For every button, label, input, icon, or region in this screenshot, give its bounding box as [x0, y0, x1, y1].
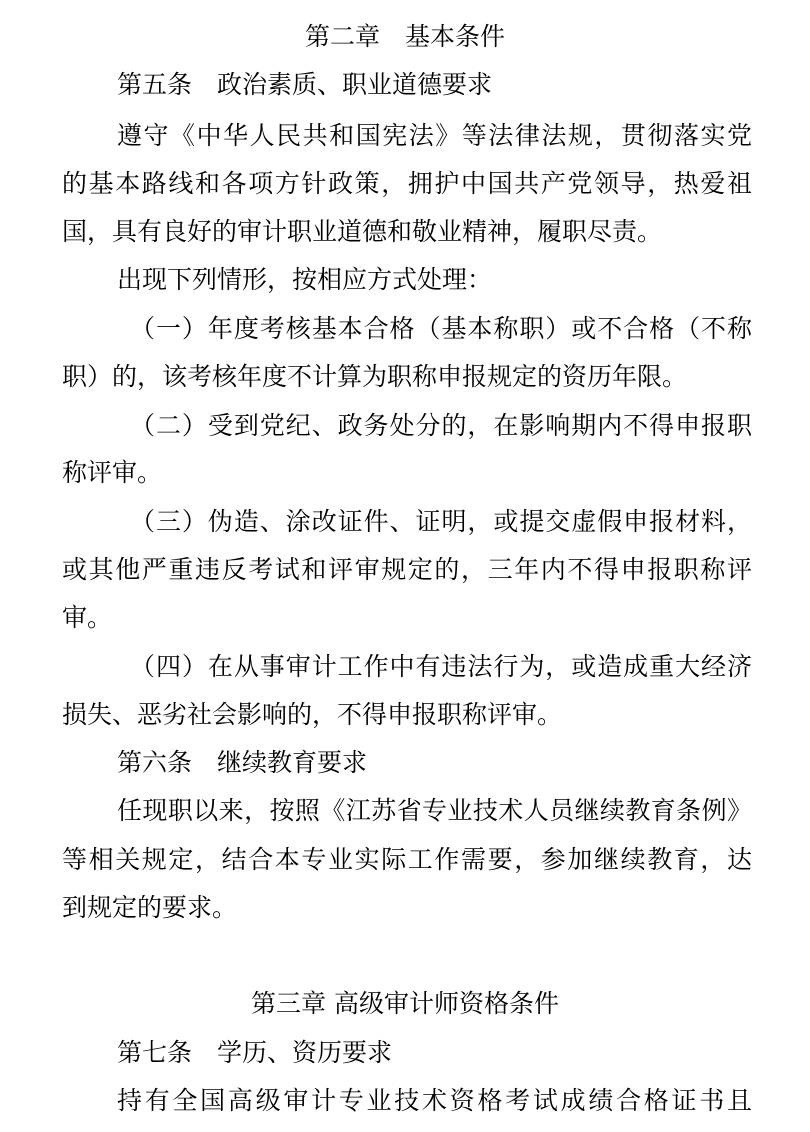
item-3-line-3: 审。	[62, 603, 113, 632]
item-3-line-2: 或其他严重违反考试和评审规定的，三年内不得申报职称评	[62, 555, 752, 584]
article-5-paragraph-1-line-2: 的基本路线和各项方针政策，拥护中国共产党领导，热爱祖	[62, 169, 752, 198]
item-3-line-1: （三）伪造、涂改证件、证明，或提交虚假申报材料，	[130, 507, 752, 536]
item-2-line-1: （二）受到党纪、政务处分的，在影响期内不得申报职	[130, 411, 752, 440]
chapter-3-title: 第三章 高级审计师资格条件	[251, 989, 559, 1018]
article-5-heading: 第五条 政治素质、职业道德要求	[117, 70, 493, 99]
article-7-heading: 第七条 学历、资历要求	[117, 1038, 393, 1067]
article-5-paragraph-2: 出现下列情形，按相应方式处理：	[117, 265, 493, 294]
article-6-paragraph-line-1: 任现职以来，按照《江苏省专业技术人员继续教育条例》	[117, 796, 752, 825]
item-1-line-1: （一）年度考核基本合格（基本称职）或不合格（不称	[130, 314, 752, 343]
item-2-line-2: 称评审。	[62, 458, 163, 487]
item-4-line-2: 损失、恶劣社会影响的，不得申报职称评审。	[62, 700, 563, 729]
item-1-line-2: 职）的，该考核年度不计算为职称申报规定的资历年限。	[62, 362, 688, 391]
article-6-paragraph-line-2: 等相关规定，结合本专业实际工作需要，参加继续教育，达	[62, 845, 752, 874]
article-5-paragraph-1-line-1: 遵守《中华人民共和国宪法》等法律法规，贯彻落实党	[117, 121, 752, 150]
article-5-paragraph-1-line-3: 国，具有良好的审计职业道德和敬业精神，履职尽责。	[62, 217, 663, 246]
article-7-paragraph-line-1: 持有全国高级审计专业技术资格考试成绩合格证书且	[117, 1086, 752, 1115]
item-4-line-1: （四）在从事审计工作中有违法行为，或造成重大经济	[130, 652, 752, 681]
article-6-heading: 第六条 继续教育要求	[117, 748, 368, 777]
article-6-paragraph-line-3: 到规定的要求。	[62, 893, 238, 922]
chapter-2-title: 第二章 基本条件	[304, 22, 505, 51]
